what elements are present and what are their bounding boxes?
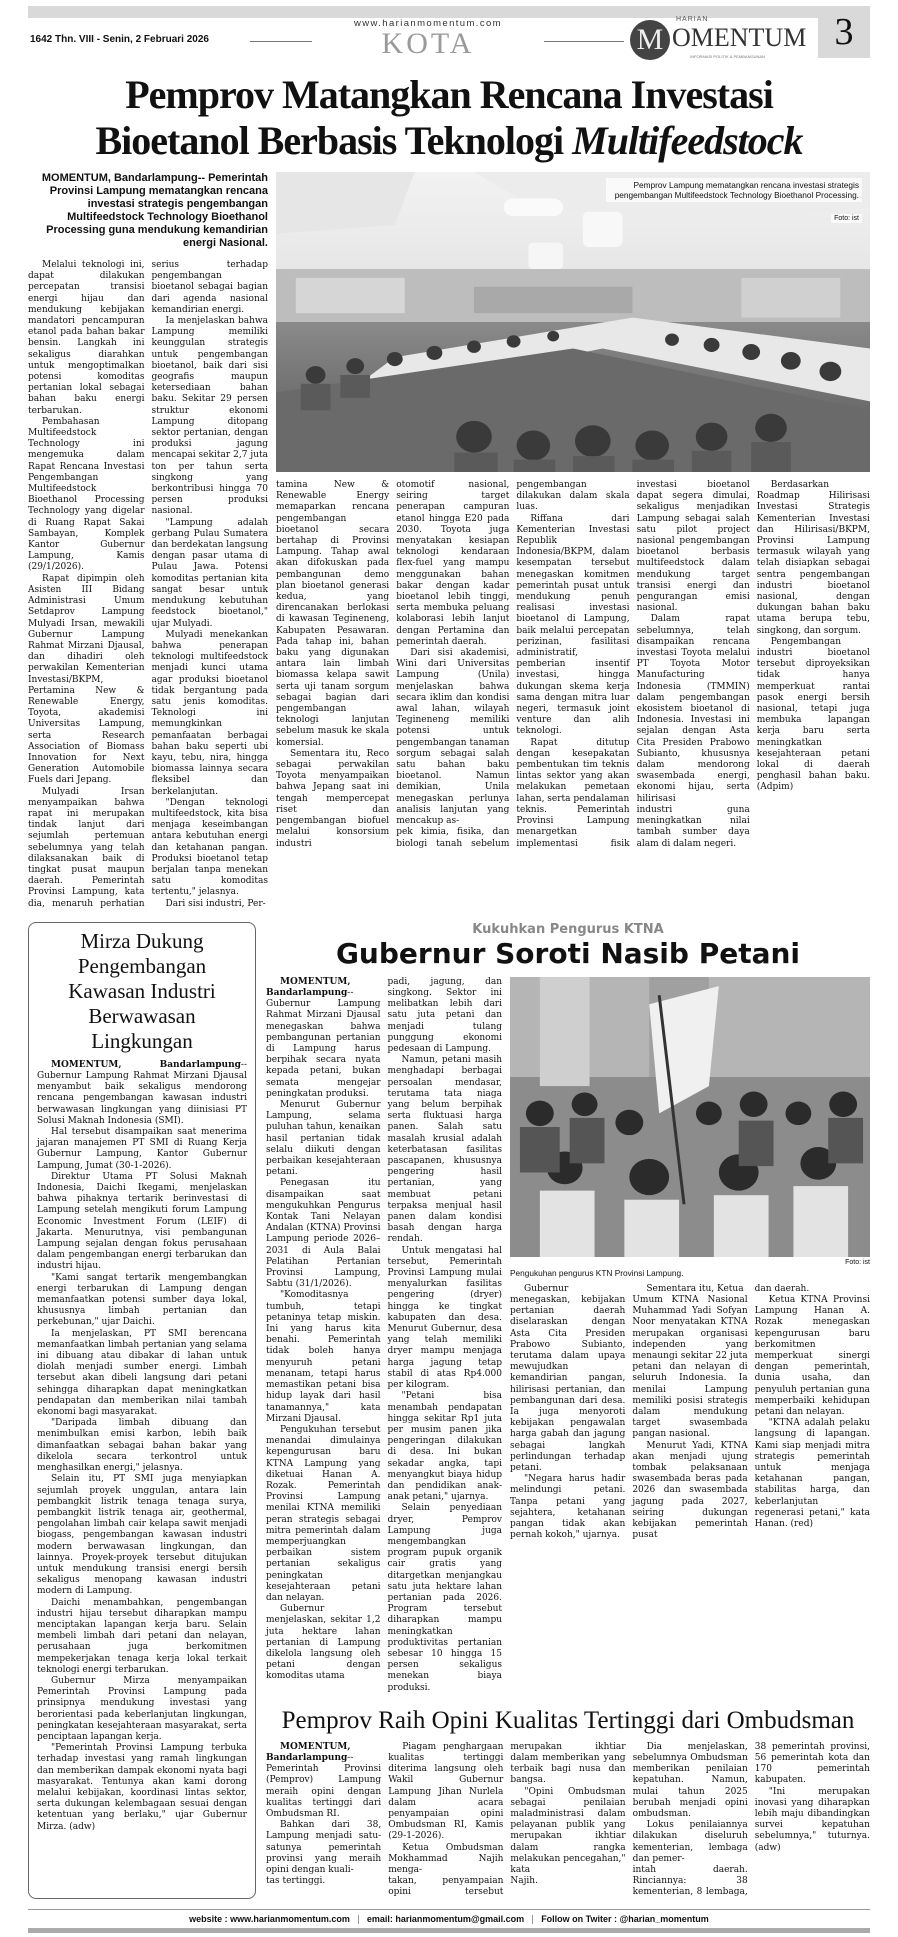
- ktna-photo-caption: Pengukuhan pengurus KTN Provinsi Lampung.: [510, 1267, 684, 1278]
- paragraph: Gubernur Mirza menyampaikan Pemerintah Provinsi Lampung pada prinsipnya mendukung investasi yang berorientasi pada keberlanjutan lingkungan, peningkatan kesejahteraan masyarakat, serta penciptaan lapangan kerja.: [37, 1675, 247, 1742]
- paragraph-text: --Gubernur Lampung Rahmat Mirzani Djausal menegaskan bahwa pembangunan pertanian di Lampung harus berpihak secara nyata kepada petani, bukan semata mengejar peningkatan produksi.: [266, 987, 381, 1099]
- main-headline: [28, 72, 870, 164]
- ktna-columns-left: [266, 977, 502, 1694]
- paragraph: Sementara itu, Ketua: [646, 1283, 744, 1294]
- ombudsman-headline: Pemprov Raih Opini Kualitas Tertinggi dari Ombudsman: [281, 1706, 855, 1734]
- paragraph: [266, 1742, 381, 1820]
- main-story-left: [28, 172, 268, 910]
- paragraph: Pengukuhan tersebut menandai dimulainya kepengurusan baru KTNA Lampung yang diketuai Hanan A. Rozak. Pemerintah Provinsi Lampung menilai KTNA memiliki peran strategis sebagai mitra pemerintah dalam memperjuangkan perbaikan sistem pertanian sekaligus peningkatan kesejahteraan petani dan nelayan.: [266, 1424, 381, 1603]
- ktna-columns-right: [510, 1284, 870, 1542]
- dateline: MOMENTUM, Bandarlampung: [266, 1741, 351, 1763]
- paragraph: tamina New & Renewable Energy memaparkan rencana pengembangan bioetanol secara bertahap di Provinsi Lampung. Tahap awal akan difokuskan pada pembangunan demo plan bioetanol generasi kedua, yang direncanakan berlokasi di kawasan Tegineneng, Kabupaten Pesawaran. Pada tahap ini, bahan baku yang digunakan antara lain limbah biomassa kelapa sawit serta uji tanam sorgum sebagai bagian dari pengembangan teknologi lanjutan sebelum masuk ke skala komersial.: [276, 480, 390, 748]
- meeting-photo-credit: Foto: ist: [831, 214, 862, 223]
- paragraph: dan daerah.: [754, 1283, 810, 1294]
- paragraph: Piagam penghargaan kualitas tertinggi diterima langsung oleh Wakil Gubernur Lampung Jihan Nurlela dalam acara penyampaian opini Ombudsman RI, Kamis (29-1-2026).: [388, 1741, 504, 1842]
- section-name: KOTA: [381, 27, 475, 60]
- paragraph: Berdasarkan Roadmap Hilirisasi Investasi Strategis Kementerian Investasi dan Hilirisasi/BKPM, Provinsi Lampung termasuk wilayah yang telah disiapkan sebagai sentra pengembangan industri bioetanol nasional, dengan dukungan bahan baku utama berupa tebu, singkong, dan sorgum.: [756, 480, 870, 636]
- mirza-story-title: Mirza Dukung Pengembangan Kawasan Industri Berwawasan Lingkungan: [68, 928, 216, 1053]
- masthead: [28, 6, 870, 68]
- footer: [28, 1910, 870, 1928]
- paragraph: Rapat ditutup dengan kesepakatan pembentukan tim teknis lintas sektor yang akan melakukan pemetaan lahan, serta pendalaman: [516, 737, 630, 804]
- paragraph: Dari sisi industri, Per-: [165, 898, 266, 909]
- paragraph: Ia menjelaskan bahwa Lampung memiliki keunggulan strategis untuk pengembangan bioetanol, baik dari sisi geografis maupun ketersediaan bahan baku. Sekitar 29 persen struktur ekonomi Lampung ditopang sektor pertanian, dengan produksi jagung mencapai sekitar 2,7 juta ton per tahun serta singkong yang berkontribusi hingga 70 persen produksi nasional.: [151, 316, 268, 517]
- paragraph: "Dengan teknologi multifeedstock, kita bisa menjaga keseimbangan antara kebutuhan energi dan ketahanan pangan. Produksi bioetanol tetap berjalan tanpa menekan satu komoditas tertentu," jelasnya.: [151, 797, 268, 898]
- masthead-website[interactable]: www.harianmomentum.com: [353, 18, 502, 29]
- ktna-photo-image: [510, 977, 870, 1257]
- paragraph: Pengembangan industri bioetanol tersebut diproyeksikan tidak hanya memperkuat rantai pasok energi bersih nasional, tetapi juga membuka lapangan kerja baru serta meningkatkan kesejahteraan petani lokal di daerah penghasil bahan baku. (Adpim): [756, 636, 870, 793]
- paragraph: Sementara itu, Reco sebagai perwakilan Toyota menyampaikan bahwa Jepang saat ini tengah mempercepat riset dan pengembangan biofuel melalui konsorsium industri: [276, 748, 390, 849]
- paragraph: "Opini Ombudsman sebagai penilaian maladministrasi dalam pelayanan publik yang merupakan ikhtiar dalam rangka melakukan pencegahan," kata: [510, 1786, 626, 1876]
- meeting-photo-caption: Pemprov Lampung mematangkan rencana investasi strategis pengembangan Multifeedstock Technology Bioethanol Processing.: [606, 178, 862, 202]
- ktna-and-ombudsman: [266, 922, 870, 1899]
- paragraph: Ketua KTNA Provinsi Lampung Hanan A. Rozak menegaskan kepengurusan baru berkomitmen memperkuat sinergi dengan pemerintah, dunia usaha, dan penyuluh pertanian guna memperbaiki kehidupan petani dan nelayan.: [754, 1294, 870, 1418]
- paragraph: Lokus penilaiannya dilakukan diseluruh kementerian, lembaga dan pemer-: [632, 1820, 748, 1864]
- paragraph: "Ini merupakan inovasi yang diharapkan lebih maju dibandingkan survei kepatuhan sebelumnya," tuturnya. (adw): [754, 1786, 870, 1853]
- paragraph: Riffana dari Kementerian Investasi Republik Indonesia/BKPM, dalam kesempatan tersebut menegaskan komitmen pemerintah pusat untuk mendukung penuh realisasi investasi bioetanol di Lampung, baik melalui percepatan perizinan, fasilitasi administratif, pemberian insentif investasi, hingga dukungan skema kerja sama dengan mitra luar negeri, termasuk joint venture dan alih teknologi.: [516, 513, 630, 737]
- paragraph: takan, penyampaian opini tersebut merupakan ikhtiar dalam memberikan yang terbaik bagi nusa dan bangsa.: [388, 1741, 626, 1898]
- paragraph: "Negara harus hadir melindungi petani. Tanpa petani yang sejahtera, ketahanan pangan tidak akan pernah kokoh," ujarnya.: [510, 1474, 626, 1541]
- paragraph: industri guna meningkatkan nilai tambah sumber daya alam di dalam negeri.: [636, 804, 750, 849]
- paragraph: Gubernur menegaskan, kebijakan pertanian daerah diselaraskan dengan Asta Cita Presiden Prabowo Subianto, terutama dalam upaya mewujudkan kemandirian pangan, hilirisasi pertanian, dan pembangunan dari desa. Ia juga menyoroti kebijakan pengawalan harga gabah dan jagung sebagai langkah perlindungan terhadap petani.: [510, 1283, 626, 1474]
- paragraph: "Komoditasnya tumbuh, tetapi petaninya tetap miskin. Ini yang harus kita benahi. Pemerintah tidak boleh hanya menyuruh petani menanam, tetapi harus memastikan petani bisa hidup layak dari hasil tanamannya," kata Mirzani Djausal.: [266, 1290, 381, 1424]
- main-lead: MOMENTUM, Bandarlampung-- Pemerintah Provinsi Lampung mematangkan rencana investasi strategis pengembangan Multifeedstock Technology Bioethanol Processing guna mendukung kemandirian energi Nasional.: [41, 172, 268, 249]
- paragraph: Namun, petani masih menghadapi berbagai persoalan mendasar, terutama tata niaga yang belum berpihak serta fluktuasi harga panen. Salah satu masalah krusial adalah keterbatasan fasilitas pascapanen, khususnya pengering hasil pertanian, yang membuat petani terpaksa menjual hasil panen dalam kondisi basah dengan harga rendah.: [387, 1055, 502, 1245]
- paragraph: otomotif nasional, seiring target penerapan campuran etanol hingga E20 pada 2030. Toyota juga menyatakan kesiapan teknologi kendaraan flex-fuel yang mampu menggunakan bahan bakar dengan kadar bioetanol lebih tinggi, serta membuka peluang kolaborasi lebih lanjut dengan Pertamina dan pemerintah daerah.: [396, 480, 510, 647]
- paragraph: intah daerah. Rinciannya: 38 kementerian, 8 lembaga, 38 pemerintah provinsi, 56 pemerintah kota dan 170 pemerintah kabupaten.: [632, 1741, 870, 1898]
- dateline: MOMENTUM, Bandarlampung: [266, 976, 351, 998]
- paragraph: [37, 1060, 247, 1127]
- paragraph: teknis. Pemerintah Provinsi Lampung menargetkan implementasi fisik investasi bioetanol dapat segera dimulai, sekaligus menjadikan Lampung sebagai salah satu pilot project nasional pengembangan bioetanol berbasis multifeedstock dalam mendukung target transisi energi dan pengurangan emisi nasional.: [516, 480, 750, 849]
- mirza-story-box: [28, 922, 256, 1899]
- paragraph: Umum KTNA Nasional Muhammad Yadi Sofyan Noor menyatakan KTNA merupakan organisasi independen yang menaungi sekitar 22 juta petani dan nelayan di seluruh Indonesia. Ia menilai Lampung memiliki posisi strategis dalam mendukung target swasembada pangan nasional.: [632, 1294, 748, 1440]
- paragraph: Mulyadi Irsan menyampaikan bahwa rapat ini merupakan tindak lanjut dari sejumlah pertemuan sebelumnya yang telah dilaksanakan baik di tingkat pusat maupun daerah. Pemerintah Provinsi Lampung, kata dia, menaruh perhatian serius terhadap pengembangan: [28, 260, 268, 909]
- footer-separator: [358, 1915, 359, 1924]
- paragraph: Najih.: [510, 1876, 538, 1887]
- ktna-photo-credit: Foto: ist: [845, 1258, 870, 1266]
- paragraph: Dalam rapat sebelumnya, telah disampaikan rencana investasi Toyota melalui PT Toyota Motor Manufacturing Indonesia (TMMIN) dalam pengembangan ekosistem bioetanol di Indonesia. Investasi ini sejalan dengan Asta Cita Presiden Prabowo Subianto, khususnya dalam mendorong swasembada energi, ekonomi hijau, serta hilirisasi: [636, 614, 750, 804]
- paragraph: Direktur Utama PT Solusi Maknah Indonesia, Daichi Ikegami, menjelaskan bahwa pihaknya tertarik berinvestasi di Lampung setelah mengikuti forum Lampung Economic Investment Forum (LEIF) di Jakarta. Menurutnya, visi pembangunan Lampung sejalan dengan fokus perusahaan dalam pengembangan energi terbarukan dan industri hijau.: [37, 1171, 247, 1272]
- ktna-headline: Gubernur Soroti Nasib Petani: [335, 936, 801, 970]
- paragraph: Melalui teknologi ini, dapat dilakukan percepatan transisi energi hijau dan mendukung kebijakan mandatori pencampuran etanol pada bahan bakar bensin. Langkah ini sekaligus diarahkan untuk mengoptimalkan potensi komoditas pertanian lokal sebagai bahan baku energi terbarukan.: [28, 260, 145, 416]
- logo-emblem: M: [630, 20, 670, 60]
- paragraph: Dia menjelaskan, sebelumnya Ombudsman memberikan penilaian kepatuhan. Namun, mulai tahun 2025 berubah menjadi opini ombudsman.: [632, 1741, 748, 1819]
- logo-harian: HARIAN: [676, 16, 709, 23]
- mirza-story-body: [37, 1060, 247, 1833]
- footer-bar: [28, 1928, 870, 1933]
- paragraph: "Petani bisa menambah pendapatan hingga sekitar Rp1 juta per musim panen jika pengeringan dilakukan di desa. Ini bukan sekadar angka, tapi menyangkut biaya hidup dan pendidikan anak-anak petani," ujarnya.: [387, 1391, 502, 1503]
- paragraph: Rapat dipimpin oleh Asisten III Bidang Administrasi Umum Setdaprov Lampung Mulyadi Irsan, mewakili Gubernur Lampung Rahmat Mirzani Djausal, dan dihadiri oleh perwakilan Kementerian Investasi/BKPM, Pertamina New & Renewable Energy, Toyota, akademisi Universitas Lampung, serta Research Association of Biomass Innovation for Next Generation Automobile Fuels dari Jepang.: [28, 573, 145, 786]
- paragraph: padi, jagung, dan singkong. Sektor ini melibatkan lebih dari satu juta petani dan menjadi tulang punggung ekonomi pedesaan di Lampung.: [387, 976, 502, 1054]
- paragraph: "Lampung adalah gerbang Pulau Sumatera dan berdekatan langsung dengan pasar utama di Pulau Jawa. Potensi komoditas pertanian kita sangat besar untuk mendukung kebutuhan feedstock bioetanol," ujar Mulyadi.: [151, 517, 268, 629]
- paragraph: Hal tersebut disampaikan saat menerima jajaran manajemen PT SMI di Ruang Kerja Gubernur Lampung, Kantor Gubernur Lampung, Jumat (30-1-2026).: [37, 1127, 247, 1171]
- headline-line-2: [28, 118, 870, 164]
- paragraph: Gubernur menjelaskan, sekitar 1,2 juta hektare lahan pertanian di Lampung dikelola langsung oleh petani dengan komoditas utama: [266, 1604, 381, 1682]
- main-story-right: [276, 172, 870, 910]
- paragraph: "Daripada limbah dibuang dan menimbulkan emisi karbon, lebih baik dimanfaatkan sebagai bahan bakar yang dikelola secara terkontrol untuk menghasilkan energi," jelasnya.: [37, 1418, 247, 1474]
- ktna-photo: [510, 977, 870, 1257]
- ktna-photo-block: [510, 977, 870, 1694]
- headline-line-1: Pemprov Matangkan Rencana Investasi: [125, 72, 773, 117]
- paragraph: "KTNA adalah pelaku langsung di lapangan. Kami siap menjadi mitra strategis pemerintah untuk menjaga ketahanan pangan, stabilitas harga, dan keberlanjutan regenerasi petani," kata Hanan. (red): [754, 1418, 870, 1530]
- paragraph: Ketua Ombudsman Mokhammad Najih menga-: [388, 1842, 504, 1876]
- main-story-columns-right: [276, 480, 870, 850]
- paragraph: bioetanol sebagai bagian dari agenda nasional kemandirian energi.: [151, 282, 268, 315]
- issue-date: 1642 Thn. VIII - Senin, 2 Februari 2026: [30, 34, 209, 45]
- footer-website[interactable]: website : www.harianmomentum.com: [189, 1913, 350, 1924]
- page-number: 3: [818, 6, 870, 58]
- paragraph-text: --Pemerintah Provinsi (Pemprov) Lampung meraih opini dengan kualitas tertinggi dari Ombudsman RI.: [266, 1752, 382, 1819]
- paragraph: "Kami sangat tertarik mengembangkan energi terbarukan di Lampung dengan memanfaatkan potensi sumber daya lokal, khususnya limbah pertanian dan perkebunan," ujar Daichi.: [37, 1272, 247, 1328]
- lower-section: [28, 922, 870, 1899]
- headline-line-2-text: Bioetanol Berbasis Teknologi: [95, 118, 573, 163]
- paragraph: tas tertinggi.: [266, 1876, 326, 1887]
- masthead-divider-left: [250, 41, 312, 42]
- paragraph: Menurut Yadi, KTNA akan menjadi ujung tombak pelaksanaan swasembada beras pada 2026 dan swasembada jagung pada 2027, seiring dukungan kebijakan pemerintah pusat: [632, 1440, 748, 1541]
- paragraph: Penegasan itu disampaikan saat mengukuhkan Pengurus Kontak Tani Nelayan Andalan (KTNA) Provinsi Lampung periode 2026–2031 di Aula Balai Pelatihan Pertanian Provinsi Lampung, Sabtu (31/1/2026).: [266, 1178, 381, 1290]
- paragraph: Daichi menambahkan, pengembangan industri hijau tersebut diharapkan mampu menciptakan lapangan kerja baru. Selain membeli limbah dari petani dan nelayan, perusahaan juga berkomitmen mempekerjakan tenaga kerja lokal terkait teknologi energi terbarukan.: [37, 1597, 247, 1675]
- paragraph: "Pemerintah Provinsi Lampung terbuka terhadap investasi yang ramah lingkungan dan memberikan dampak ekonomi nyata bagi masyarakat. Tentunya akan kami dorong melalui kebijakan, koordinasi lintas sektor, serta dukungan kelembagaan sesuai dengan ketentuan yang berlaku," ujar Gubernur Mirza. (adw): [37, 1743, 247, 1832]
- paragraph: Selain penyediaan dryer, Pemprov Lampung juga mengembangkan program pupuk organik cair gratis yang ditargetkan menjangkau satu juta hektare lahan pertanian pada 2026. Program tersebut diharapkan mampu meningkatkan produktivitas pertanian sebesar 10 hingga 15 persen sekaligus menekan biaya produksi.: [387, 1503, 502, 1693]
- paragraph: Bahkan dari 38, Lampung menjadi satu-satunya pemerintah provinsi yang meraih opini dengan kuali-: [266, 1820, 382, 1876]
- paragraph: [266, 977, 381, 1100]
- paragraph: Untuk mengatasi hal tersebut, Pemerintah Provinsi Lampung mulai menyalurkan fasilitas pengering (dryer) hingga ke tingkat kabupaten dan desa. Menurut Gubernur, desa yang telah memiliki dryer mampu menjaga harga jagung tetap stabil di atas Rp4.000 per kilogram.: [387, 1245, 502, 1391]
- dateline: MOMENTUM, Bandarlampung: [51, 1059, 241, 1070]
- meeting-photo: [276, 172, 870, 472]
- ktna-kicker: Kukuhkan Pengurus KTNA: [472, 921, 664, 937]
- main-story: [28, 172, 870, 910]
- ktna-top: [266, 977, 870, 1694]
- logo-wordmark: OMENTUM: [672, 23, 807, 52]
- footer-separator: [532, 1915, 533, 1924]
- footer-email[interactable]: email: harianmomentum@gmail.com: [366, 1913, 525, 1924]
- paragraph: Menurut Gubernur Lampung, selama puluhan tahun, kenaikan hasil pertanian tidak selalu diikuti dengan perbaikan kesejahteraan petani.: [266, 1100, 381, 1178]
- paragraph: Dari sisi akademisi, Wini dari Universitas Lampung (Unila) menjelaskan bahwa secara iklim dan kondisi awal lahan, wilayah Tegineneng memiliki potensi untuk pengembangan tanaman sorgum sebagai salah satu bahan baku bioetanol. Namun demikian, Unila menegaskan perlunya analisis lanjutan yang mencakup as-: [396, 648, 510, 827]
- newspaper-page: [28, 0, 870, 1933]
- paragraph: Ia menjelaskan, PT SMI berencana memanfaatkan limbah pertanian yang selama ini dibuang atau dibakar di lahan untuk diolah menjadi sumber energi. Limbah tersebut akan dibeli langsung dari petani sehingga diharapkan dapat meningkatkan pendapatan dan memberikan nilai tambah ekonomi bagi masyarakat.: [37, 1328, 247, 1418]
- meeting-photo-image: [276, 172, 870, 472]
- paragraph: Selain itu, PT SMI juga menyiapkan sejumlah proyek unggulan, antara lain pembangkit listrik tenaga tenaga surya, pembangkit listrik tenaga air, geothermal, pengolahan limbah cair kelapa sawit menjadi biogass, pengembangan kawasan industri modern berwawasan lingkungan, dan lainnya. Proyek-proyek tersebut ditujukan untuk mendukung transisi energi bersih sekaligus menopang kawasan industri modern di Lampung.: [37, 1474, 247, 1597]
- paragraph: Mulyadi menekankan bahwa penerapan teknologi multifeedstock menjadi kunci utama agar produksi bioetanol tidak bergantung pada satu jenis komoditas. Teknologi ini memungkinkan pemanfaatan berbagai bahan baku seperti ubi kayu, tebu, nira, hingga biomassa lainnya secara fleksibel dan berkelanjutan.: [151, 629, 268, 797]
- logo-tagline: INFORMASI POLITIK & PEMBANGUNAN: [690, 54, 765, 59]
- paragraph: Pembahasan Multifeedstock Technology ini mengemuka dalam Rapat Rencana Investasi Pengembangan Multifeedstock Bioethanol Processing Technology yang digelar di Ruang Rapat Sakai Sambayan, Komplek Kantor Gubernur Lampung, Kamis (29/1/2026).: [28, 416, 145, 573]
- footer-twitter[interactable]: Follow on Twiter : @harian_momentum: [541, 1913, 709, 1924]
- paragraph-text: --Gubernur Lampung Rahmat Mirzani Djausal menyambut baik sekaligus mendorong rencana pengembangan kawasan industri berwawasan lingkungan yang diinisiasi PT Solusi Maknah Indonesia (SMI).: [37, 1059, 247, 1126]
- main-story-columns-left: [28, 260, 268, 910]
- ombudsman-columns: [266, 1742, 870, 1899]
- paragraph: pek kimia, fisika, dan biologi tanah sebelum pengembangan dilakukan dalam skala luas.: [396, 480, 630, 849]
- masthead-divider-right: [544, 41, 624, 42]
- headline-line-2-italic: Multifeedstock: [572, 118, 803, 163]
- momentum-logo: [630, 16, 812, 62]
